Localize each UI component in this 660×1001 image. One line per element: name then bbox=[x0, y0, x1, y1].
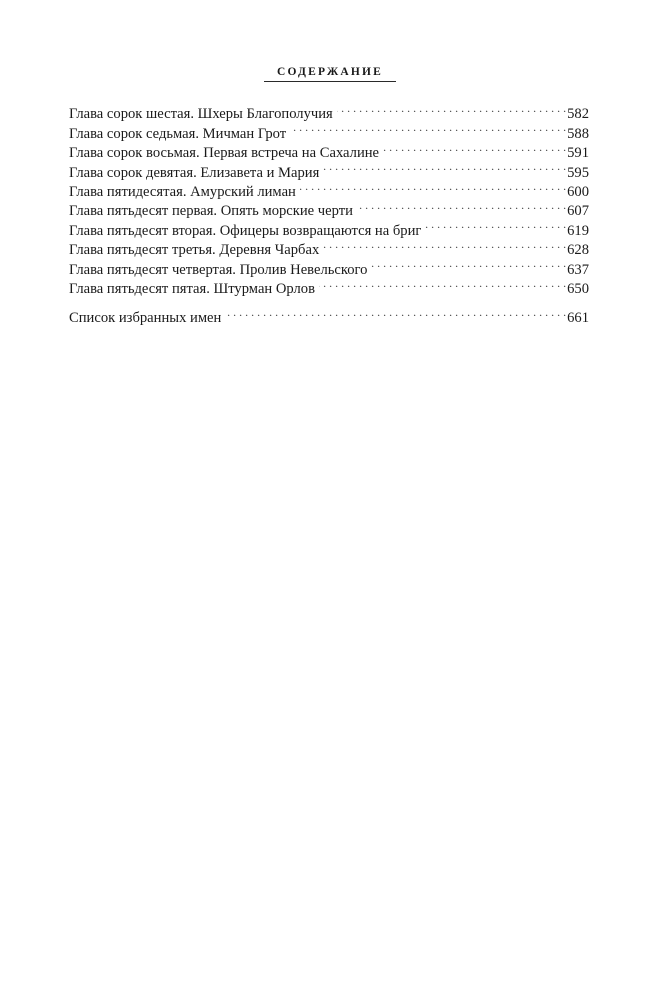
toc-entry-page: 661 bbox=[567, 310, 589, 327]
toc-entry-page: 591 bbox=[567, 145, 589, 162]
toc-entry-page: 650 bbox=[567, 280, 589, 297]
toc-entry-page: 637 bbox=[567, 261, 589, 278]
toc-entry bbox=[69, 99, 589, 123]
toc-entry-title: Глава пятьдесят вторая. Офицеры возвращаются на бриг bbox=[69, 222, 422, 239]
table-of-contents bbox=[69, 99, 589, 327]
dot-leader bbox=[425, 215, 566, 234]
page-title: СОДЕРЖАНИЕ bbox=[276, 66, 384, 78]
dot-leader bbox=[290, 118, 566, 137]
toc-entry-title: Глава сорок девятая. Елизавета и Мария bbox=[69, 164, 320, 181]
dot-leader bbox=[323, 235, 566, 254]
dot-leader bbox=[371, 254, 566, 273]
dot-leader bbox=[323, 157, 566, 176]
toc-entry-page: 588 bbox=[567, 125, 589, 142]
toc-entry-title: Глава пятьдесят третья. Деревня Чарбах bbox=[69, 242, 320, 259]
toc-entry-page: 582 bbox=[567, 106, 589, 123]
toc-entry-title: Глава сорок восьмая. Первая встреча на Сахалине bbox=[69, 145, 380, 162]
toc-entry-title: Глава пятидесятая. Амурский лиман bbox=[69, 183, 296, 200]
title-underline bbox=[264, 81, 396, 82]
toc-entry-title: Глава сорок седьмая. Мичман Грот bbox=[69, 125, 287, 142]
toc-entry-index bbox=[69, 303, 589, 327]
toc-entry-page: 595 bbox=[567, 164, 589, 181]
toc-header bbox=[0, 62, 660, 82]
dot-leader bbox=[319, 274, 566, 293]
toc-entry-title: Глава пятьдесят четвертая. Пролив Невельского bbox=[69, 261, 368, 278]
dot-leader bbox=[383, 138, 566, 157]
toc-entry-title: Глава пятьдесят первая. Опять морские черти bbox=[69, 203, 353, 220]
dot-leader bbox=[357, 196, 566, 215]
toc-entry-page: 600 bbox=[567, 183, 589, 200]
toc-entry-page: 619 bbox=[567, 222, 589, 239]
toc-entry-page: 607 bbox=[567, 203, 589, 220]
toc-entry-title: Глава пятьдесят пятая. Штурман Орлов bbox=[69, 280, 315, 297]
toc-entry-page: 628 bbox=[567, 242, 589, 259]
dot-leader bbox=[225, 303, 566, 322]
dot-leader bbox=[300, 177, 566, 196]
toc-entry-title: Список избранных имен bbox=[69, 310, 222, 327]
dot-leader bbox=[337, 99, 566, 118]
toc-entry-title: Глава сорок шестая. Шхеры Благополучия bbox=[69, 106, 333, 123]
